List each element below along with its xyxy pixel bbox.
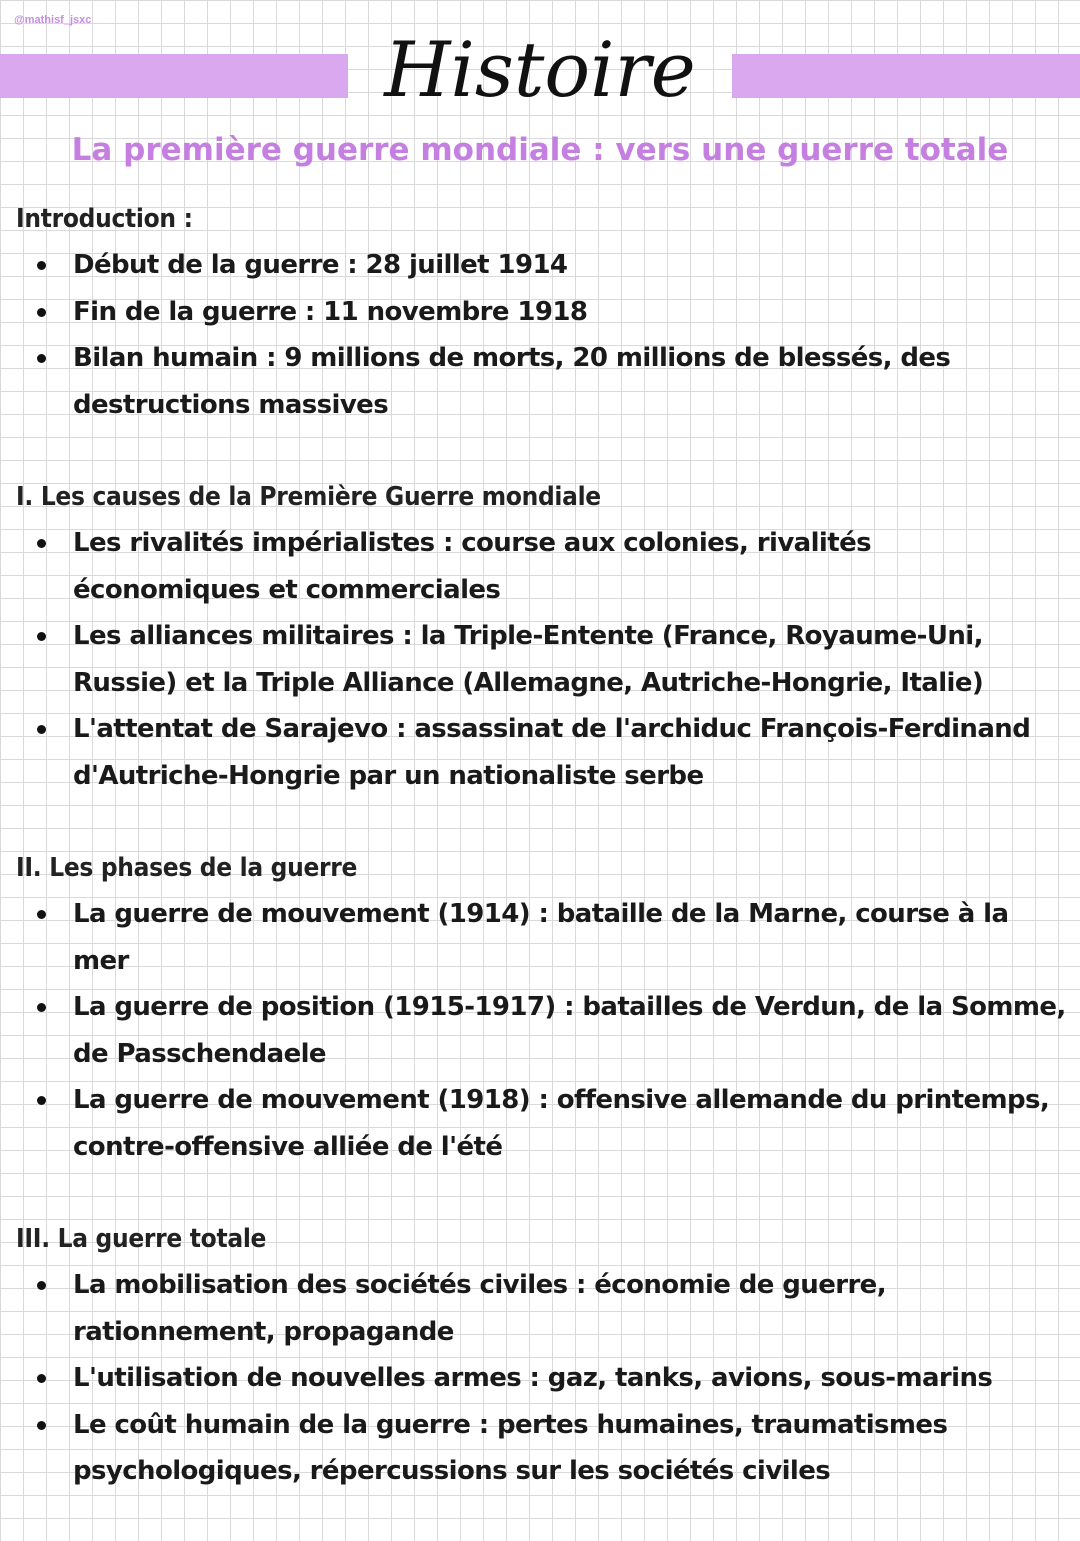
list-item-text: Les rivalités impérialistes : course aux colonies, rivalités économiques et commerciales: [73, 528, 871, 605]
list-item-text: L'attentat de Sarajevo : assassinat de l'archiduc François-Ferdinand d'Autriche-Hongrie par un nationaliste serbe: [73, 714, 1031, 791]
list-item: [16, 289, 1066, 336]
bullet-icon: [37, 539, 46, 548]
list-item-text: La guerre de mouvement (1914) : bataille de la Marne, course à la mer: [73, 899, 1009, 976]
bullet-icon: [37, 308, 46, 317]
bullet-list: [16, 1262, 1066, 1495]
bullet-icon: [37, 1281, 46, 1290]
bullet-list: [16, 891, 1066, 1170]
section-introduction: [16, 196, 1066, 428]
notes-content: [16, 196, 1066, 1541]
list-item: [16, 613, 1066, 706]
title-band: [0, 25, 1080, 114]
list-item-text: La mobilisation des sociétés civiles : économie de guerre, rationnement, propagande: [73, 1270, 886, 1347]
section-heading: I. Les causes de la Première Guerre mondiale: [16, 482, 601, 512]
list-item-text: Le coût humain de la guerre : pertes humaines, traumatismes psychologiques, répercussions sur les sociétés civiles: [73, 1409, 948, 1486]
list-item: [16, 335, 1066, 428]
list-item: [16, 1077, 1066, 1170]
bullet-icon: [37, 1003, 46, 1012]
list-item-text: La guerre de mouvement (1918) : offensive allemande du printemps, contre-offensive alliée de l'été: [73, 1085, 1050, 1162]
list-item: [16, 1402, 1066, 1495]
list-item-text: L'utilisation de nouvelles armes : gaz, tanks, avions, sous-marins: [73, 1363, 993, 1393]
page-title: Histoire: [384, 25, 696, 114]
list-item-text: Les alliances militaires : la Triple-Entente (France, Royaume-Uni, Russie) et la Triple Alliance (Allemagne, Autriche-Hongrie, Italie): [73, 621, 984, 698]
title-band-left: [0, 54, 348, 98]
list-item-text: Bilan humain : 9 millions de morts, 20 millions de blessés, des destructions massives: [73, 343, 951, 420]
list-item-text: Début de la guerre : 28 juillet 1914: [73, 250, 568, 280]
bullet-icon: [37, 354, 46, 363]
list-item-text: La guerre de position (1915-1917) : batailles de Verdun, de la Somme, de Passchendaele: [73, 992, 1066, 1069]
section-heading: II. Les phases de la guerre: [16, 853, 358, 883]
list-item: [16, 1262, 1066, 1355]
list-item-text: Fin de la guerre : 11 novembre 1918: [73, 296, 588, 327]
list-item: [16, 891, 1066, 984]
bullet-icon: [37, 1421, 46, 1430]
section-guerre-totale: [16, 1216, 1066, 1495]
list-item: [16, 706, 1066, 799]
page-subtitle: La première guerre mondiale : vers une guerre totale: [71, 132, 1009, 168]
section-phases: [16, 845, 1066, 1170]
bullet-icon: [37, 1374, 46, 1383]
bullet-list: [16, 242, 1066, 428]
section-heading: III. La guerre totale: [16, 1224, 267, 1254]
bullet-icon: [37, 725, 46, 734]
author-handle: @mathisf_jsxc: [14, 14, 92, 26]
bullet-icon: [37, 910, 46, 919]
list-item: [16, 242, 1066, 289]
list-item: [16, 520, 1066, 613]
list-item: [16, 1355, 1066, 1402]
bullet-icon: [37, 261, 46, 270]
bullet-icon: [37, 632, 46, 641]
bullet-list: [16, 520, 1066, 799]
section-heading: Introduction :: [16, 204, 193, 234]
section-causes: [16, 474, 1066, 799]
title-band-right: [732, 54, 1080, 98]
bullet-icon: [37, 1096, 46, 1105]
list-item: [16, 984, 1066, 1077]
